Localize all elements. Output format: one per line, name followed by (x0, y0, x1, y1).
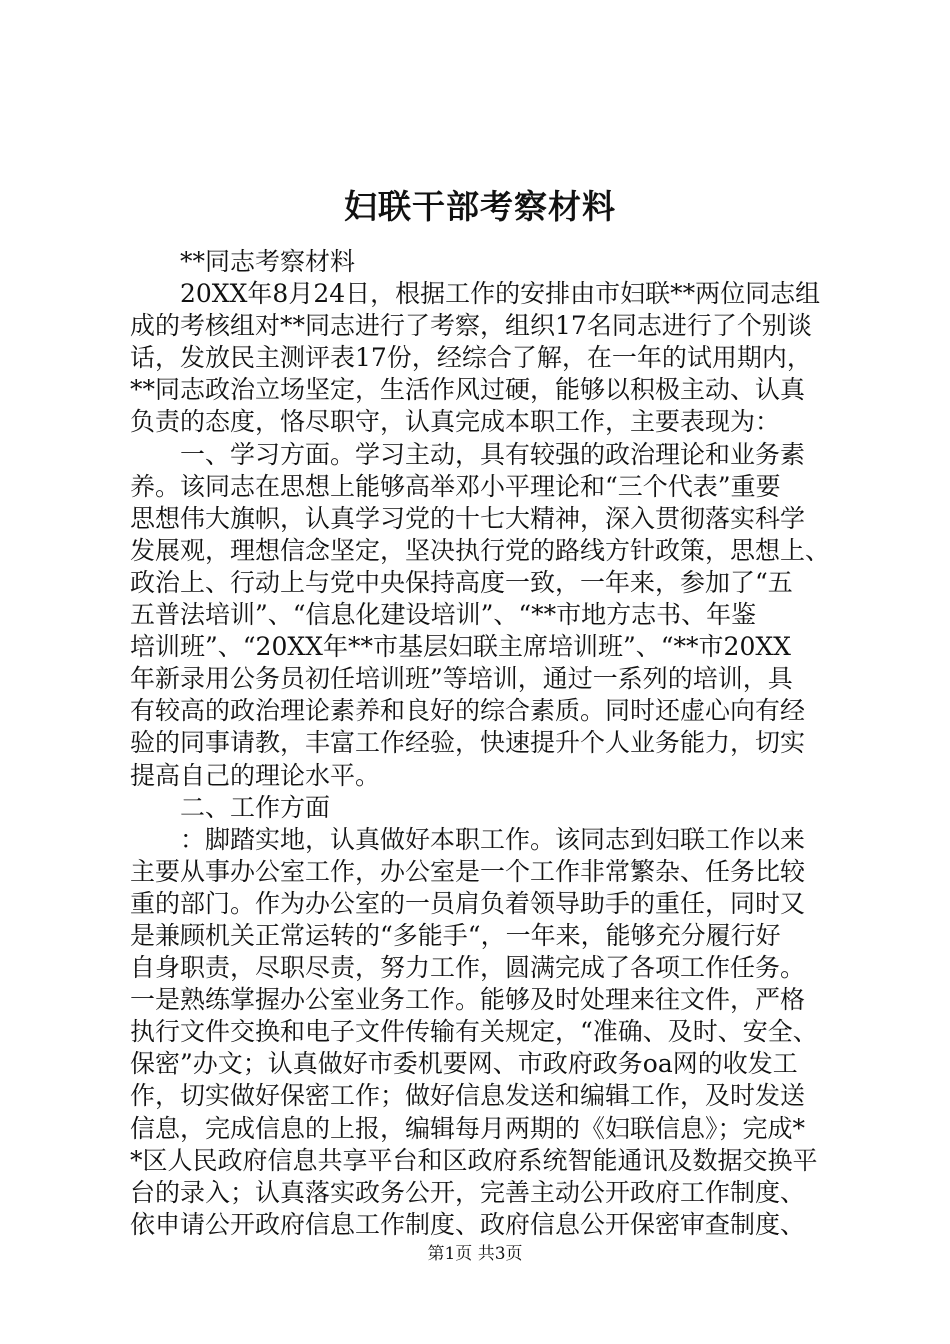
text-line: **同志政治立场坚定，生活作风过硬，能够以积极主动、认真 (130, 375, 806, 405)
text-line: *区人民政府信息共享平台和区政府系统智能通讯及数据交换平 (130, 1145, 818, 1175)
text-line: 养。该同志在思想上能够高举邓小平理论和“三个代表”重要 (130, 471, 781, 501)
text-line: 验的同事请教，丰富工作经验，快速提升个人业务能力，切实 (130, 728, 806, 758)
text-line: ：脚踏实地，认真做好本职工作。该同志到妇联工作以来 (180, 824, 806, 854)
text-line: 主要从事办公室工作，办公室是一个工作非常繁杂、任务比较 (130, 856, 806, 886)
text-line: 思想伟大旗帜，认真学习党的十七大精神，深入贯彻落实科学 (130, 503, 806, 533)
page-number-footer: 第1页 共3页 (427, 1244, 523, 1264)
text-line: 信息，完成信息的上报，编辑每月两期的《妇联信息》；完成* (130, 1113, 806, 1143)
intro-paragraph (130, 278, 830, 438)
text-line: 提高自己的理论水平。 (130, 760, 381, 790)
text-line: 执行文件交换和电子文件传输有关规定，“准确、及时、安全、 (130, 1017, 818, 1047)
text-line: 话，发放民主测评表17份，经综合了解，在一年的试用期内， (130, 343, 812, 373)
study-paragraph (130, 439, 830, 792)
document-title: 妇联干部考察材料 (344, 187, 616, 226)
text-line: 作，切实做好保密工作；做好信息发送和编辑工作，及时发送 (130, 1081, 806, 1111)
text-line: 培训班”、“20XX年**市基层妇联主席培训班”、“**市20XX (130, 632, 791, 662)
text-line: 是兼顾机关正常运转的“多能手“，一年来，能够充分履行好 (130, 920, 781, 950)
text-line: 保密”办文；认真做好市委机要网、市政府政务oa网的收发工 (130, 1049, 798, 1079)
text-line: 自身职责，尽职尽责，努力工作，圆满完成了各项工作任务。 (130, 953, 806, 983)
text-line: 依申请公开政府信息工作制度、政府信息公开保密审查制度、 (130, 1209, 806, 1239)
text-line: 负责的态度，恪尽职守，认真完成本职工作，主要表现为： (130, 407, 781, 437)
text-line: 有较高的政治理论素养和良好的综合素质。同时还虚心向有经 (130, 696, 806, 726)
text-line: 发展观，理想信念坚定，坚决执行党的路线方针政策，思想上、 (130, 535, 831, 565)
text-line: 一是熟练掌握办公室业务工作。能够及时处理来往文件，严格 (130, 985, 806, 1015)
text-line: 台的录入；认真落实政务公开，完善主动公开政府工作制度、 (130, 1177, 806, 1207)
text-line: 成的考核组对**同志进行了考察，组织17名同志进行了个别谈 (130, 311, 812, 341)
text-line: 重的部门。作为办公室的一员肩负着领导助手的重任，同时又 (130, 888, 806, 918)
text-line: 年新录用公务员初任培训班”等培训，通过一系列的培训，具 (130, 664, 793, 694)
text-line: 20XX年8月24日，根据工作的安排由市妇联**两位同志组 (180, 279, 821, 309)
text-line: 政治上、行动上与党中央保持高度一致，一年来，参加了“五 (130, 567, 793, 597)
work-paragraph (130, 824, 830, 1241)
document-subtitle: **同志考察材料 (180, 247, 356, 276)
document-page (130, 180, 830, 1241)
text-line: 一、学习方面。学习主动，具有较强的政治理论和业务素 (180, 439, 806, 469)
text-line: 五普法培训”、“信息化建设培训”、“**市地方志书、年鉴 (130, 600, 757, 630)
work-heading: 二、工作方面 (180, 792, 331, 822)
